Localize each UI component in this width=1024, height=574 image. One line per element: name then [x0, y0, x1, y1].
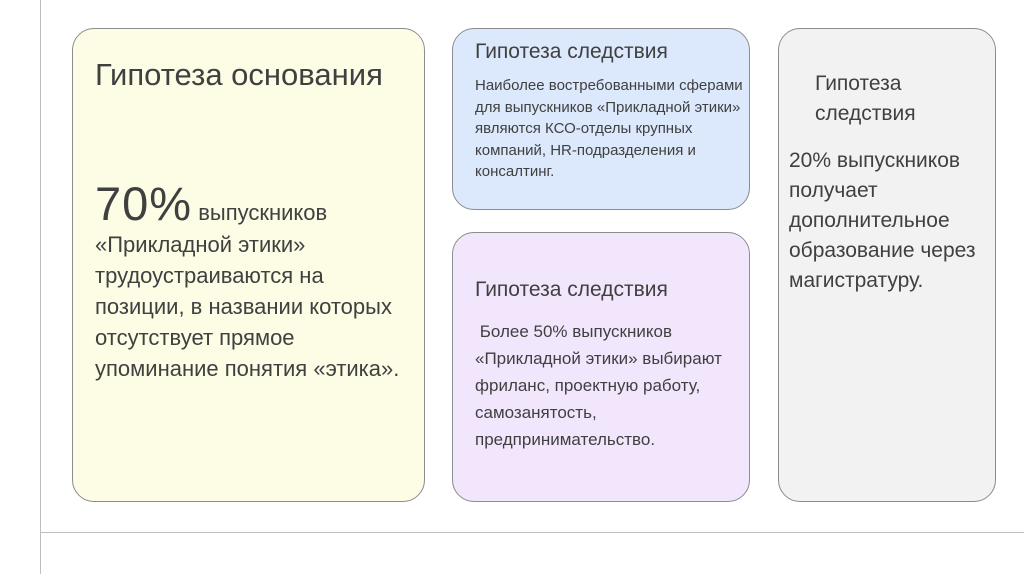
hypothesis-consequence-card-2	[452, 232, 750, 502]
hypothesis-consequence-text-2: Более 50% выпускников «Прикладной этики» выбирают фриланс, проектную работу, самозанятость, предпринимательство.	[475, 322, 727, 449]
hypothesis-basis-text	[95, 179, 415, 384]
hypothesis-basis-title: Гипотеза основания	[95, 57, 383, 92]
hypothesis-consequence-card-1	[452, 28, 750, 210]
hypothesis-consequence-title-2: Гипотеза следствия	[475, 278, 668, 301]
slide-border-bottom	[40, 532, 1024, 533]
slide-border-left	[40, 0, 41, 574]
hypothesis-basis-description: выпускников «Прикладной этики» трудоустраиваются на позиции, в названии которых отсутствует прямое упоминание понятия «этика».	[95, 200, 400, 381]
hypothesis-consequence-title-3: Гипотеза следствия	[815, 72, 916, 125]
hypothesis-consequence-text-3: 20% выпускников получает дополнительное образование через магистратуру.	[789, 149, 976, 292]
hypothesis-consequence-title-1: Гипотеза следствия	[475, 40, 668, 63]
hypothesis-basis-card	[72, 28, 425, 502]
hypothesis-consequence-text-1: Наиболее востребованными сферами для выпускников «Прикладной этики» являются КСО-отделы крупных компаний, HR-подразделения и консалтинг.	[475, 77, 743, 180]
hypothesis-basis-percent: 70%	[95, 177, 193, 230]
hypothesis-consequence-card-3	[778, 28, 996, 502]
